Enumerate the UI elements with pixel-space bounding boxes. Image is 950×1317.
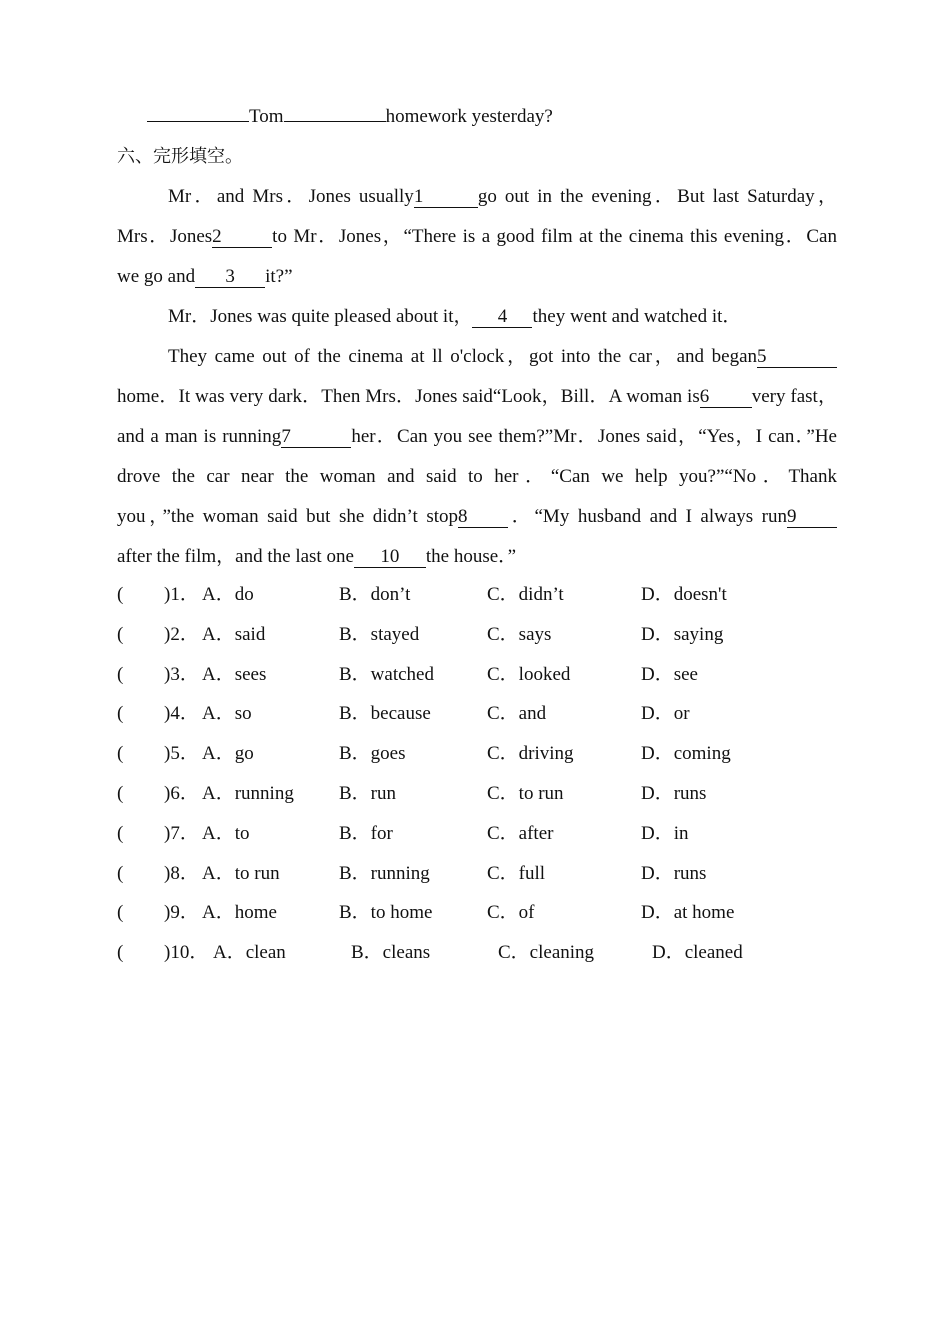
answer-paren[interactable]: (: [117, 902, 124, 924]
section-title: 六、完形填空。: [117, 146, 243, 167]
option-d: D．in: [641, 822, 689, 844]
passage-text: her．Can you see them?”Mr．Jones said，“Yes，I can．”He: [351, 426, 837, 447]
answer-blank[interactable]: [147, 121, 249, 122]
question-fill-line: [147, 105, 847, 129]
cloze-blank-9: 9: [787, 507, 837, 528]
option-b: B．watched: [339, 663, 434, 685]
question-number: )1．: [164, 584, 199, 605]
passage-line: [117, 265, 837, 289]
option-b: B．cleans: [351, 942, 431, 964]
question-row: [117, 941, 837, 965]
option-b: B．for: [339, 822, 393, 844]
option-c: C．and: [487, 703, 547, 725]
option-c: C．of: [487, 902, 535, 924]
option-c: C．full: [487, 862, 546, 884]
question-row: [117, 901, 837, 925]
option-c: C．to run: [487, 783, 564, 804]
word-tom: Tom: [249, 106, 284, 127]
cloze-blank-7: 7: [281, 427, 351, 448]
question-row: [117, 742, 837, 766]
passage-line: [117, 385, 837, 409]
passage-text: we go and: [117, 266, 196, 287]
passage-text: ．“My husband and I always run: [508, 506, 787, 527]
option-a: A．go: [202, 743, 254, 765]
option-d: D．at home: [641, 902, 735, 924]
question-row: [117, 782, 837, 806]
option-a: A．home: [202, 902, 277, 924]
word-homework: homework yesterday?: [385, 106, 553, 127]
option-d: D．runs: [641, 862, 707, 884]
option-b: B．stayed: [339, 623, 420, 645]
option-a: A．sees: [202, 663, 267, 685]
question-number: )9．: [164, 902, 199, 924]
cloze-blank-2: 2: [212, 227, 272, 248]
option-d: D．saying: [641, 623, 724, 645]
question-number: )10．: [164, 942, 209, 964]
passage-line: [117, 545, 837, 569]
question-number: )4．: [164, 703, 199, 725]
answer-paren[interactable]: (: [117, 584, 124, 605]
answer-paren[interactable]: (: [117, 743, 124, 765]
question-number: )5．: [164, 743, 199, 765]
option-d: D．or: [641, 703, 690, 725]
question-row: [117, 822, 837, 846]
answer-paren[interactable]: (: [117, 703, 124, 725]
passage-text: Mr．and Mrs．Jones usually: [168, 186, 414, 207]
option-b: B．goes: [339, 743, 406, 765]
option-b: B．because: [339, 703, 431, 725]
passage-text: the house．”: [425, 546, 517, 567]
question-row: [117, 862, 837, 886]
passage-text: and a man is running: [117, 426, 282, 447]
option-d: D．runs: [641, 783, 707, 804]
option-d: D．cleaned: [652, 942, 743, 964]
option-d: D．see: [641, 663, 698, 685]
passage-text: it?”: [265, 266, 293, 287]
cloze-blank-6: 6: [700, 387, 752, 408]
cloze-blank-5: 5: [757, 347, 837, 368]
cloze-blank-3: 3: [195, 267, 265, 288]
answer-paren[interactable]: (: [117, 783, 124, 804]
passage-text: to Mr．Jones，“There is a good film at the cinema this evening．Can: [272, 226, 837, 247]
option-a: A．to: [202, 822, 250, 844]
option-b: B．run: [339, 783, 397, 804]
passage-text: go out in the evening．But last Saturday，: [477, 186, 837, 207]
option-c: C．didn’t: [487, 584, 564, 605]
option-b: B．to home: [339, 902, 433, 924]
cloze-blank-8: 8: [458, 507, 508, 528]
passage-text: Mrs．Jones: [117, 226, 213, 247]
passage-text: they went and watched it．: [532, 306, 742, 327]
question-row: [117, 702, 837, 726]
answer-paren[interactable]: (: [117, 663, 124, 685]
answer-paren[interactable]: (: [117, 942, 124, 964]
option-a: A．to run: [202, 862, 280, 884]
option-c: C．after: [487, 822, 554, 844]
question-number: )3．: [164, 663, 199, 685]
option-b: B．don’t: [339, 584, 411, 605]
option-a: A．do: [202, 584, 254, 605]
passage-line: [117, 225, 837, 249]
passage-text: Mr．Jones was quite pleased about it，: [168, 306, 473, 327]
option-a: A．said: [202, 623, 266, 645]
question-number: )6．: [164, 783, 199, 804]
passage-line: drove the car near the woman and said to her．“Can we help you?”“No．Thank: [117, 466, 837, 487]
question-row: [117, 623, 837, 647]
option-c: C．looked: [487, 663, 571, 685]
passage-text: They came out of the cinema at ll o'clock，got into the car，and began: [168, 346, 757, 367]
passage-text: very fast，: [751, 386, 837, 407]
option-b: B．running: [339, 862, 430, 884]
question-row: [117, 583, 837, 607]
answer-paren[interactable]: (: [117, 862, 124, 884]
passage-line: [168, 185, 837, 209]
option-a: A．running: [202, 783, 294, 804]
question-number: )8．: [164, 862, 199, 884]
option-d: D．coming: [641, 743, 731, 765]
passage-text: home．It was very dark．Then Mrs．Jones said“Look，Bill．A woman is: [117, 386, 700, 407]
cloze-blank-10: 10: [354, 547, 426, 568]
cloze-blank-1: 1: [414, 187, 478, 208]
option-d: D．doesn't: [641, 584, 727, 605]
answer-paren[interactable]: (: [117, 822, 124, 844]
option-c: C．says: [487, 623, 552, 645]
passage-text: you，”the woman said but she didn’t stop: [117, 506, 458, 527]
question-row: [117, 663, 837, 687]
answer-paren[interactable]: (: [117, 623, 124, 645]
option-c: C．driving: [487, 743, 574, 765]
passage-text: after the film，and the last one: [117, 546, 354, 567]
option-a: A．so: [202, 703, 252, 725]
option-a: A．clean: [213, 942, 286, 964]
cloze-blank-4: 4: [472, 307, 532, 328]
question-number: )7．: [164, 822, 199, 844]
passage-line: [168, 305, 837, 329]
passage-line: [168, 345, 837, 369]
answer-blank[interactable]: [284, 121, 386, 122]
question-number: )2．: [164, 623, 199, 645]
passage-line: [117, 425, 837, 449]
passage-line: [117, 505, 837, 529]
option-c: C．cleaning: [498, 942, 595, 964]
